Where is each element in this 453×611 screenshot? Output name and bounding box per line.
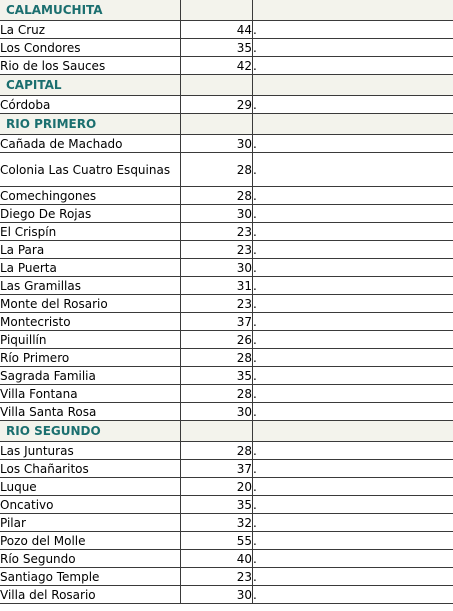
table-row	[0, 153, 453, 187]
locality-value: 32	[181, 514, 253, 532]
locality-name: Montecristo	[0, 313, 181, 331]
table-row	[0, 403, 453, 421]
table-row	[0, 205, 453, 223]
locality-name: Villa Fontana	[0, 385, 181, 403]
locality-value: 37	[181, 313, 253, 331]
section-note-cell	[253, 421, 453, 442]
section-note-cell	[253, 114, 453, 135]
table-row	[0, 313, 453, 331]
locality-value: 31	[181, 277, 253, 295]
table-row	[0, 442, 453, 460]
table-row	[0, 514, 453, 532]
section-title: CAPITAL	[0, 75, 181, 96]
locality-note: .	[253, 241, 453, 259]
locality-value: 55	[181, 532, 253, 550]
locality-value: 23	[181, 223, 253, 241]
locality-note: .	[253, 223, 453, 241]
locality-value: 44	[181, 21, 253, 39]
table-row	[0, 331, 453, 349]
section-note-cell	[253, 0, 453, 21]
table-row	[0, 385, 453, 403]
locality-name: Comechingones	[0, 187, 181, 205]
table-row	[0, 187, 453, 205]
table-row	[0, 532, 453, 550]
locality-note: .	[253, 367, 453, 385]
locality-note: .	[253, 532, 453, 550]
locality-name	[0, 153, 181, 187]
locality-value: 42	[181, 57, 253, 75]
locality-note: .	[253, 496, 453, 514]
locality-value: 37	[181, 460, 253, 478]
section-header-row	[0, 421, 453, 442]
locality-name: Piquillín	[0, 331, 181, 349]
locality-value: 35	[181, 39, 253, 57]
locality-name: Pilar	[0, 514, 181, 532]
locality-value: 30	[181, 403, 253, 421]
locality-value: 30	[181, 135, 253, 153]
table-row	[0, 21, 453, 39]
table-row	[0, 349, 453, 367]
locality-value: 20	[181, 478, 253, 496]
locality-name: Pozo del Molle	[0, 532, 181, 550]
section-value-cell	[181, 421, 253, 442]
locality-note: .	[253, 514, 453, 532]
section-value-cell	[181, 0, 253, 21]
locality-note: .	[253, 187, 453, 205]
section-header-row	[0, 0, 453, 21]
locality-note: .	[253, 586, 453, 604]
table-row	[0, 367, 453, 385]
locality-name: La Puerta	[0, 259, 181, 277]
locality-name: Rio de los Sauces	[0, 57, 181, 75]
locality-note: .	[253, 205, 453, 223]
locality-note: .	[253, 135, 453, 153]
locality-note: .	[253, 277, 453, 295]
locality-note: .	[253, 57, 453, 75]
locality-name: Diego De Rojas	[0, 205, 181, 223]
table-row	[0, 223, 453, 241]
locality-name: La Para	[0, 241, 181, 259]
locality-name: Río Primero	[0, 349, 181, 367]
locality-value: 23	[181, 568, 253, 586]
section-title: CALAMUCHITA	[0, 0, 181, 21]
locality-note: .	[253, 568, 453, 586]
locality-note: .	[253, 331, 453, 349]
section-title: RIO SEGUNDO	[0, 421, 181, 442]
locality-name: Los Chañaritos	[0, 460, 181, 478]
locality-value: 23	[181, 241, 253, 259]
locality-name: El Crispín	[0, 223, 181, 241]
locality-name: Monte del Rosario	[0, 295, 181, 313]
locality-note: .	[253, 478, 453, 496]
locality-value: 30	[181, 259, 253, 277]
locality-value: 28	[181, 385, 253, 403]
locality-name: Las Junturas	[0, 442, 181, 460]
locality-note: .	[253, 259, 453, 277]
table-row	[0, 496, 453, 514]
locality-note: .	[253, 295, 453, 313]
table-row	[0, 568, 453, 586]
table-row	[0, 241, 453, 259]
table-row	[0, 135, 453, 153]
locality-note: .	[253, 153, 453, 187]
locality-note: .	[253, 385, 453, 403]
locality-name: Río Segundo	[0, 550, 181, 568]
table-row	[0, 57, 453, 75]
locality-value: 26	[181, 331, 253, 349]
table-row	[0, 259, 453, 277]
table-row	[0, 478, 453, 496]
locality-name: La Cruz	[0, 21, 181, 39]
table-row	[0, 550, 453, 568]
locality-name: Las Gramillas	[0, 277, 181, 295]
section-header-row	[0, 75, 453, 96]
locality-name: Sagrada Familia	[0, 367, 181, 385]
locality-note: .	[253, 39, 453, 57]
locality-name: Villa del Rosario	[0, 586, 181, 604]
locality-note: .	[253, 21, 453, 39]
locality-value: 35	[181, 496, 253, 514]
table-row	[0, 586, 453, 604]
locality-value: 30	[181, 586, 253, 604]
locality-note: .	[253, 442, 453, 460]
table-row	[0, 39, 453, 57]
locality-value: 35	[181, 367, 253, 385]
section-value-cell	[181, 114, 253, 135]
locality-value: 28	[181, 187, 253, 205]
locality-name: Villa Santa Rosa	[0, 403, 181, 421]
locality-name: Los Condores	[0, 39, 181, 57]
locality-name: Córdoba	[0, 96, 181, 114]
locality-note: .	[253, 96, 453, 114]
locality-value: 28	[181, 349, 253, 367]
table-row	[0, 295, 453, 313]
section-note-cell	[253, 75, 453, 96]
locality-value: 29	[181, 96, 253, 114]
locality-note: .	[253, 460, 453, 478]
locality-name: Luque	[0, 478, 181, 496]
locality-note: .	[253, 349, 453, 367]
locality-note: .	[253, 403, 453, 421]
locality-value: 30	[181, 205, 253, 223]
locality-name: Oncativo	[0, 496, 181, 514]
locality-value: 28	[181, 153, 253, 187]
locality-value: 23	[181, 295, 253, 313]
locality-value: 40	[181, 550, 253, 568]
table-row	[0, 96, 453, 114]
table-row	[0, 277, 453, 295]
table-row	[0, 460, 453, 478]
locality-note: .	[253, 550, 453, 568]
locality-name-text: Colonia Las Cuatro Esquinas	[0, 162, 171, 177]
section-header-row	[0, 114, 453, 135]
section-title: RIO PRIMERO	[0, 114, 181, 135]
locality-value: 28	[181, 442, 253, 460]
section-value-cell	[181, 75, 253, 96]
locality-name: Santiago Temple	[0, 568, 181, 586]
locality-note: .	[253, 313, 453, 331]
locality-name: Cañada de Machado	[0, 135, 181, 153]
